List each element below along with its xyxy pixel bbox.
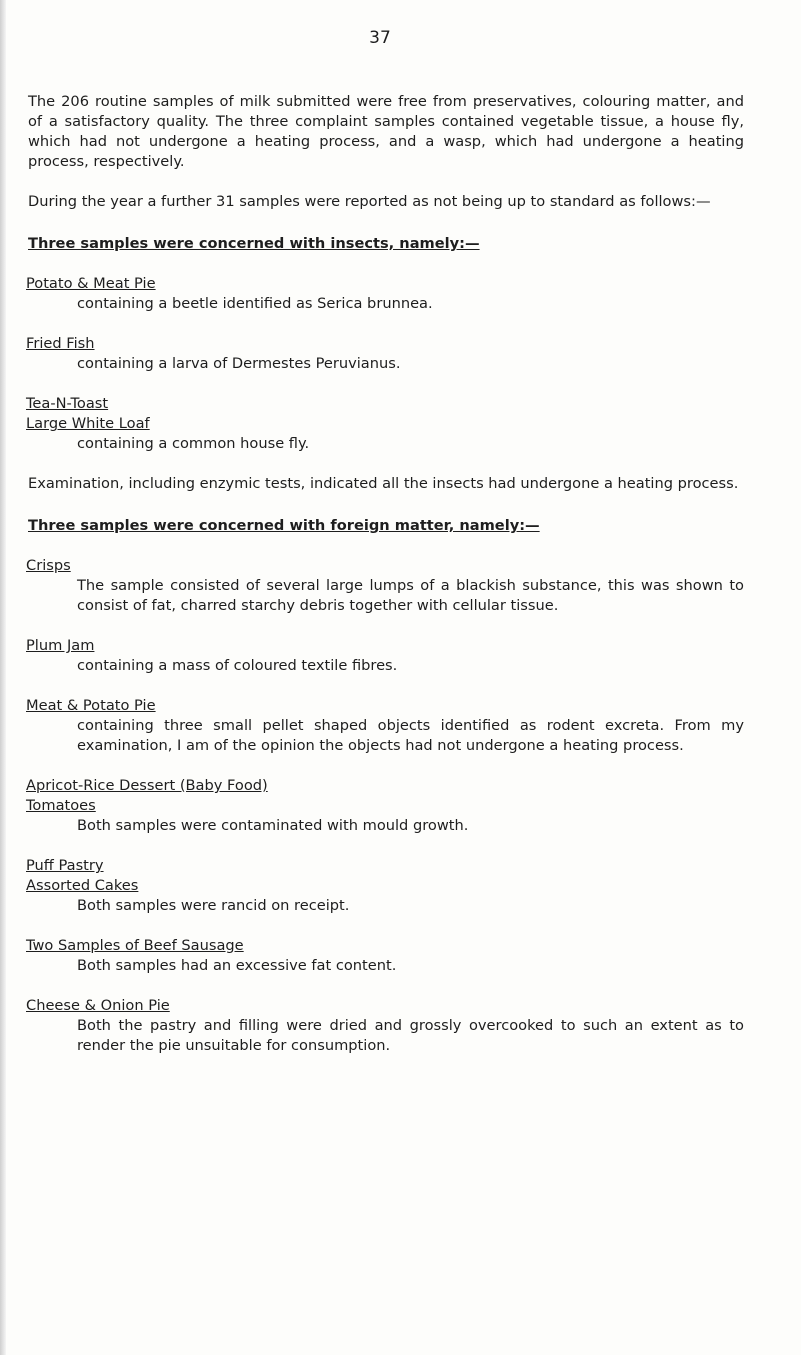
insect-item-fried-fish bbox=[28, 334, 744, 374]
item-body: Both the pastry and filling were dried and grossly overcooked to such an extent as to render the pie unsuitable for consumption. bbox=[77, 1017, 744, 1054]
item-body: containing a common house fly. bbox=[77, 435, 310, 452]
item-title: Tea-N-Toast bbox=[26, 395, 109, 412]
insect-item-tea-n-toast bbox=[28, 394, 744, 454]
item-body: The sample consisted of several large lumps of a blackish substance, this was shown to consist of fat, charred starchy debris together with cellular tissue. bbox=[77, 577, 744, 614]
item-title: Cheese & Onion Pie bbox=[26, 997, 170, 1014]
foreign-item-crisps bbox=[28, 556, 744, 616]
item-title: Crisps bbox=[26, 557, 71, 574]
intro-paragraph-milk: The 206 routine samples of milk submitted were free from preservatives, colouring matter, and of a satisfactory quality. The three complaint samples contained vegetable tissue, a house fly, which had not undergone a heating process, and a wasp, which had undergone a heating process, respectively. bbox=[28, 93, 744, 170]
foreign-item-cheese-onion-pie bbox=[28, 996, 744, 1056]
item-title: Plum Jam bbox=[26, 637, 95, 654]
page-content bbox=[28, 92, 744, 1076]
insects-examination-note: Examination, including enzymic tests, indicated all the insects had undergone a heating process. bbox=[28, 475, 739, 492]
item-title: Assorted Cakes bbox=[26, 877, 139, 894]
foreign-item-apricot-tomatoes bbox=[28, 776, 744, 836]
item-title: Potato & Meat Pie bbox=[26, 275, 156, 292]
item-title: Apricot-Rice Dessert (Baby Food) bbox=[26, 777, 268, 794]
item-title: Two Samples of Beef Sausage bbox=[26, 937, 244, 954]
item-body: Both samples were contaminated with mould growth. bbox=[77, 817, 469, 834]
item-body: containing a beetle identified as Serica brunnea. bbox=[77, 295, 433, 312]
item-body: containing three small pellet shaped objects identified as rodent excreta. From my examination, I am of the opinion the objects had not undergone a heating process. bbox=[77, 717, 744, 754]
item-body: Both samples were rancid on receipt. bbox=[77, 897, 350, 914]
item-title: Fried Fish bbox=[26, 335, 95, 352]
item-title: Tomatoes bbox=[26, 797, 96, 814]
intro-paragraph-substandard: During the year a further 31 samples were reported as not being up to standard as follows:— bbox=[28, 193, 711, 210]
insects-heading: Three samples were concerned with insects, namely:— bbox=[28, 235, 480, 252]
scan-edge-shadow bbox=[0, 0, 6, 1355]
foreign-item-plum-jam bbox=[28, 636, 744, 676]
item-title: Large White Loaf bbox=[26, 415, 150, 432]
item-body: containing a larva of Dermestes Peruvianus. bbox=[77, 355, 401, 372]
foreign-matter-heading: Three samples were concerned with foreign matter, namely:— bbox=[28, 517, 540, 534]
insect-item-potato-meat-pie bbox=[28, 274, 744, 314]
foreign-item-beef-sausage bbox=[28, 936, 744, 976]
page-number: 37 bbox=[369, 28, 391, 48]
foreign-item-meat-potato-pie bbox=[28, 696, 744, 756]
item-body: Both samples had an excessive fat content. bbox=[77, 957, 397, 974]
item-title: Puff Pastry bbox=[26, 857, 104, 874]
item-body: containing a mass of coloured textile fibres. bbox=[77, 657, 398, 674]
item-title: Meat & Potato Pie bbox=[26, 697, 156, 714]
foreign-item-puff-pastry-cakes bbox=[28, 856, 744, 916]
